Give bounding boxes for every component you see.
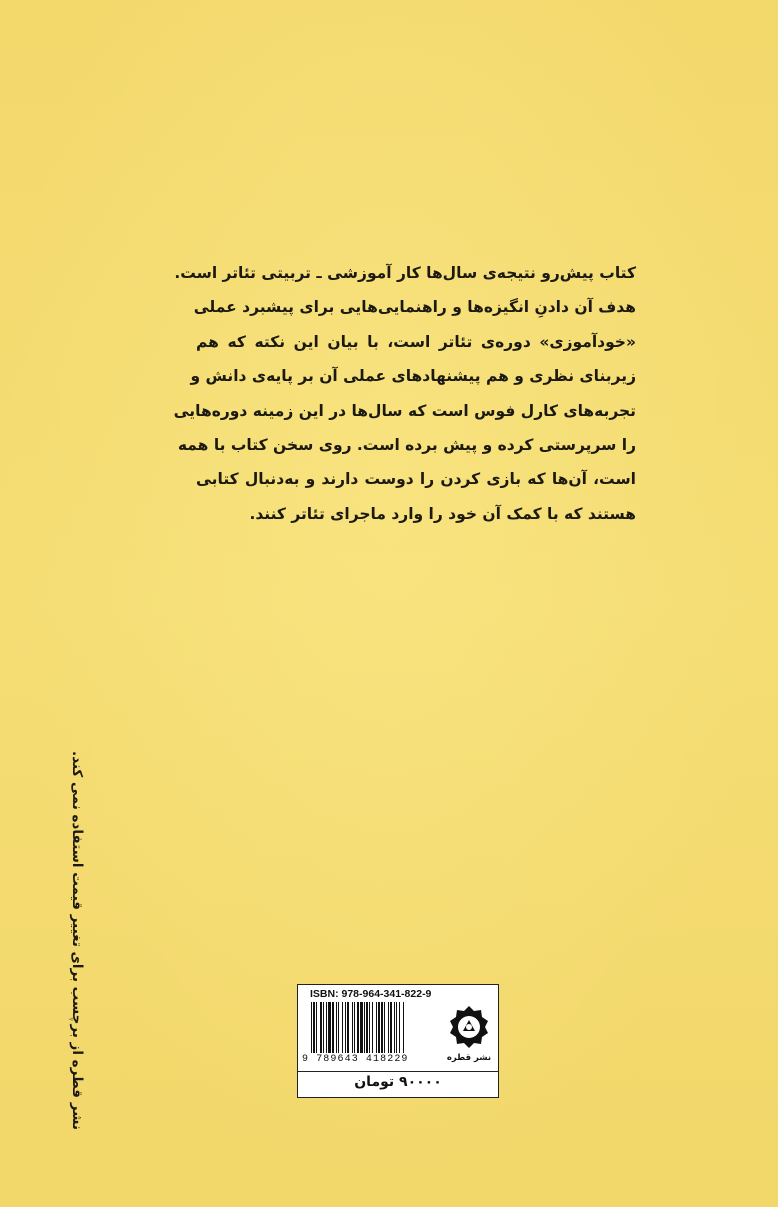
description-line: تجربه‌های کارل فوس است که سال‌ها در این زمینه دوره‌هایی [173,401,636,420]
barcode-bar [316,1002,317,1053]
publisher-logo-icon [445,1003,493,1051]
publisher-logo [445,1003,493,1069]
description-line: است، آن‌ها که بازی کردن را دوست دارند و به‌دنبال کتابی [196,470,636,489]
barcode-bar [369,1002,370,1053]
barcode-bar [347,1002,349,1053]
barcode-bar [396,1002,397,1053]
book-description [173,256,636,531]
price-label-notice: نشر قطره از برچسب برای تغییر قیمت استفاده نمی کند. [69,751,85,1130]
barcode-bar [366,1002,368,1053]
barcode-bar [381,1002,383,1053]
barcode-bar [360,1002,363,1053]
barcode-bar [399,1002,400,1053]
barcode-bar [313,1002,315,1053]
barcode-bar [332,1002,334,1053]
barcode-bar [323,1002,324,1053]
barcode-bar [376,1002,377,1053]
barcode-bar [311,1002,312,1053]
barcode [310,1002,438,1053]
barcode-bar [390,1002,392,1053]
description-line: هستند که با کمک آن خود را وارد ماجرای تئاتر کنند. [249,504,636,523]
description-line: کتاب پیش‌رو نتیجه‌ی سال‌ها کار آموزشی ـ تربیتی تئاتر است. [174,264,636,282]
barcode-bar [394,1002,395,1053]
barcode-bar [342,1002,343,1053]
isbn-number: ISBN: 978-964-341-822-9 [310,988,432,1000]
barcode-bar [378,1002,380,1053]
barcode-bar [336,1002,337,1053]
barcode-bar [384,1002,385,1053]
barcode-bar [345,1002,346,1053]
barcode-bar [326,1002,327,1053]
description-line: را سرپرستی کرده و پیش برده است. روی سخن کتاب با همه [177,436,636,455]
barcode-bar [357,1002,359,1053]
barcode-bar [388,1002,389,1053]
barcode-bar [338,1002,339,1053]
isbn-barcode-box [297,984,499,1098]
barcode-bar [403,1002,404,1053]
price: ۹۰۰۰۰ تومان [354,1074,442,1090]
barcode-bar [352,1002,353,1053]
barcode-bar [372,1002,373,1053]
barcode-bar [354,1002,355,1053]
price-divider [298,1071,498,1072]
description-line: زیربنای نظری و هم پیشنهادهای عملی آن بر پایه‌ی دانش و [190,367,636,386]
publisher-logo-text: نشر قطره [446,1053,492,1063]
description-line: «خودآموزی» دوره‌ی تئاتر است، با بیان این نکته که هم [196,332,636,351]
barcode-bar [364,1002,365,1053]
barcode-digits: 9 789643 418229 [302,1054,409,1065]
description-line: هدف آن دادنِ انگیزه‌ها و راهنمایی‌هایی برای پیشبرد عملی [193,298,636,317]
barcode-bar [328,1002,331,1053]
barcode-bar [320,1002,322,1053]
